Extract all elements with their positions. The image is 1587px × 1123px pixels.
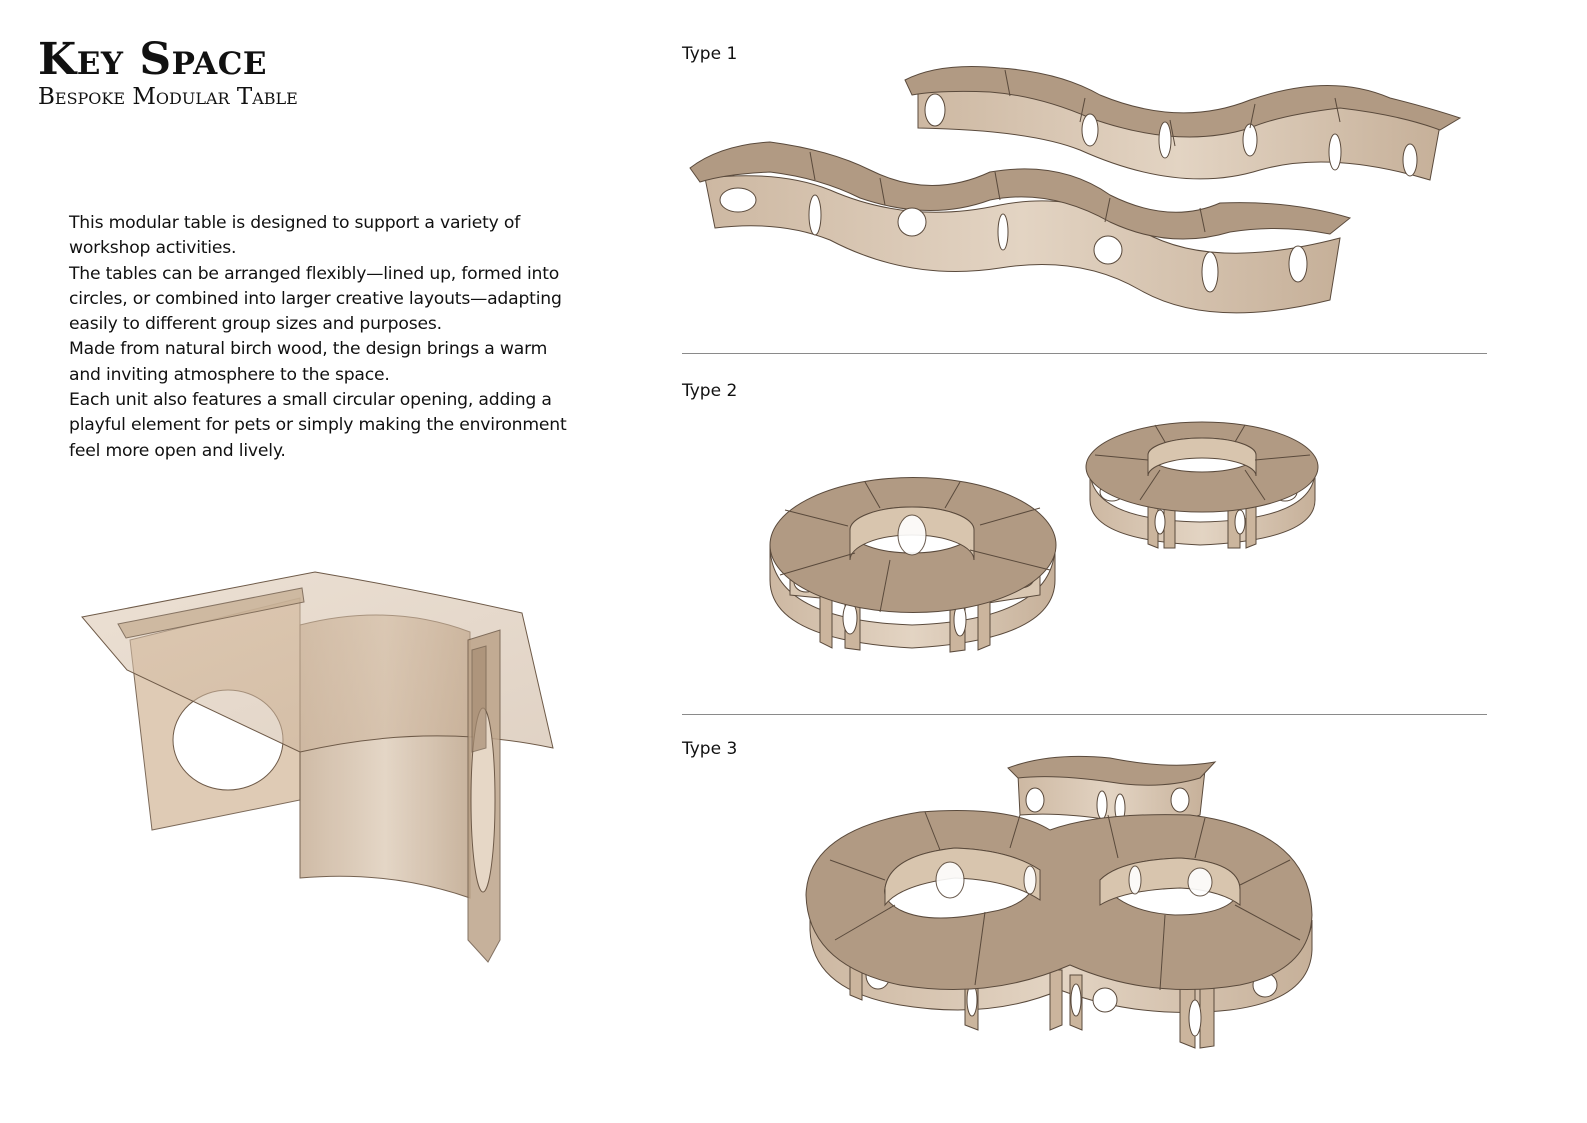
type-3-label: Type 3 [682, 739, 738, 759]
type-1-label: Type 1 [682, 44, 738, 64]
description-paragraph: The tables can be arranged flexibly—lined up, formed into circles, or combined into larger creative layouts—adapting easily to different group sizes and purposes. [69, 263, 562, 335]
description-paragraph: Made from natural birch wood, the design brings a warm and inviting atmosphere to the space. [69, 339, 548, 385]
type-1-rendering [690, 67, 1460, 313]
page-subtitle: Bespoke Modular Table [38, 84, 298, 110]
single-module-rendering [82, 572, 553, 962]
description-paragraph: Each unit also features a small circular opening, adding a playful element for pets or simply making the environment feel more open and lively. [69, 390, 567, 461]
page-title: Key Space [38, 34, 268, 85]
type-2-rendering [770, 422, 1318, 652]
type-3-rendering [806, 756, 1312, 1048]
description-paragraph: This modular table is designed to support a variety of workshop activities. [69, 213, 521, 259]
type-2-label: Type 2 [682, 381, 738, 401]
